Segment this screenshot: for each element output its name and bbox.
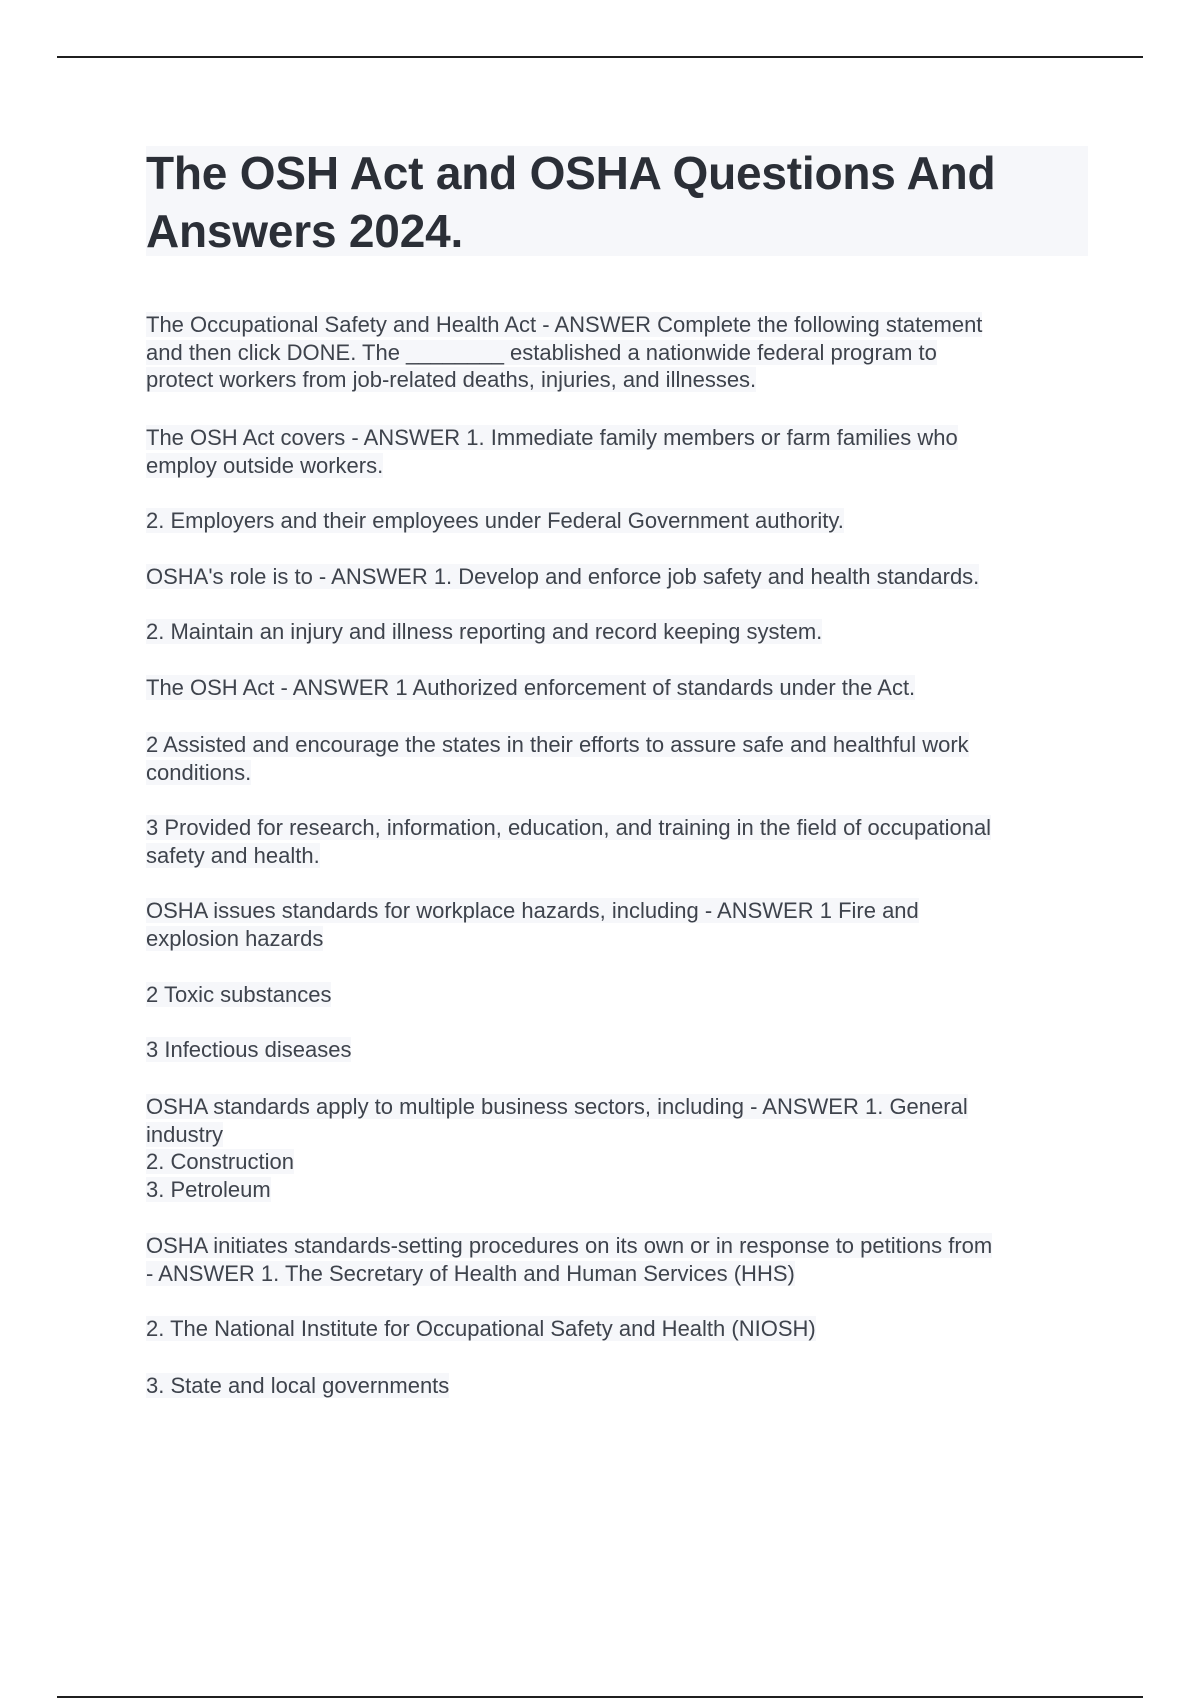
text-line: explosion hazards (146, 925, 324, 951)
qa-paragraph (146, 674, 1086, 702)
text-line: - ANSWER 1. The Secretary of Health and Human Services (HHS) (146, 1260, 795, 1286)
text-line: 3 Provided for research, information, education, and training in the field of occupational (146, 815, 992, 840)
qa-paragraph (146, 814, 1086, 869)
text-line: 2. Employers and their employees under Federal Government authority. (146, 508, 844, 533)
qa-paragraph (146, 981, 1086, 1009)
text-line: 2 Assisted and encourage the states in their efforts to assure safe and healthful work (146, 732, 969, 757)
text-line: 2. Maintain an injury and illness reporting and record keeping system. (146, 619, 823, 644)
text-line: and then click DONE. The ________ established a nationwide federal program to (146, 339, 937, 365)
qa-paragraph (146, 1315, 1086, 1343)
text-line: OSHA issues standards for workplace hazards, including - ANSWER 1 Fire and (146, 898, 919, 923)
text-line: 3. State and local governments (146, 1373, 450, 1398)
text-line: The OSH Act covers - ANSWER 1. Immediate family members or farm families who (146, 425, 958, 450)
text-line: 3 Infectious diseases (146, 1037, 352, 1062)
qa-paragraph (146, 563, 1086, 591)
text-line: safety and health. (146, 842, 320, 868)
text-line: 3. Petroleum (146, 1176, 271, 1202)
qa-paragraph (146, 1232, 1086, 1287)
text-line: employ outside workers. (146, 452, 384, 478)
qa-paragraph (146, 1372, 1086, 1400)
title-line: Answers 2024. (146, 205, 464, 257)
qa-paragraph (146, 1036, 1086, 1064)
text-line: 2. The National Institute for Occupational Safety and Health (NIOSH) (146, 1316, 816, 1341)
text-line: 2. Construction (146, 1149, 294, 1174)
qa-paragraph (146, 507, 1086, 535)
text-line: conditions. (146, 759, 252, 785)
text-line: OSHA standards apply to multiple business sectors, including - ANSWER 1. General (146, 1094, 968, 1119)
qa-paragraph (146, 731, 1086, 786)
text-line: OSHA's role is to - ANSWER 1. Develop and enforce job safety and health standards. (146, 564, 980, 589)
top-divider (57, 56, 1143, 58)
text-line: industry (146, 1121, 224, 1147)
qa-paragraph (146, 424, 1086, 479)
text-line: 2 Toxic substances (146, 982, 332, 1007)
text-line: protect workers from job-related deaths, injuries, and illnesses. (146, 367, 757, 392)
document-title (146, 144, 1088, 260)
qa-paragraph (146, 311, 1086, 394)
qa-paragraph (146, 897, 1086, 952)
bottom-divider (57, 1696, 1143, 1698)
qa-paragraph (146, 618, 1086, 646)
text-line: The Occupational Safety and Health Act - ANSWER Complete the following statement (146, 312, 983, 337)
title-line: The OSH Act and OSHA Questions And (146, 147, 996, 199)
text-line: OSHA initiates standards-setting procedures on its own or in response to petitions from (146, 1233, 993, 1258)
qa-paragraph (146, 1093, 1086, 1203)
text-line: The OSH Act - ANSWER 1 Authorized enforcement of standards under the Act. (146, 675, 916, 700)
